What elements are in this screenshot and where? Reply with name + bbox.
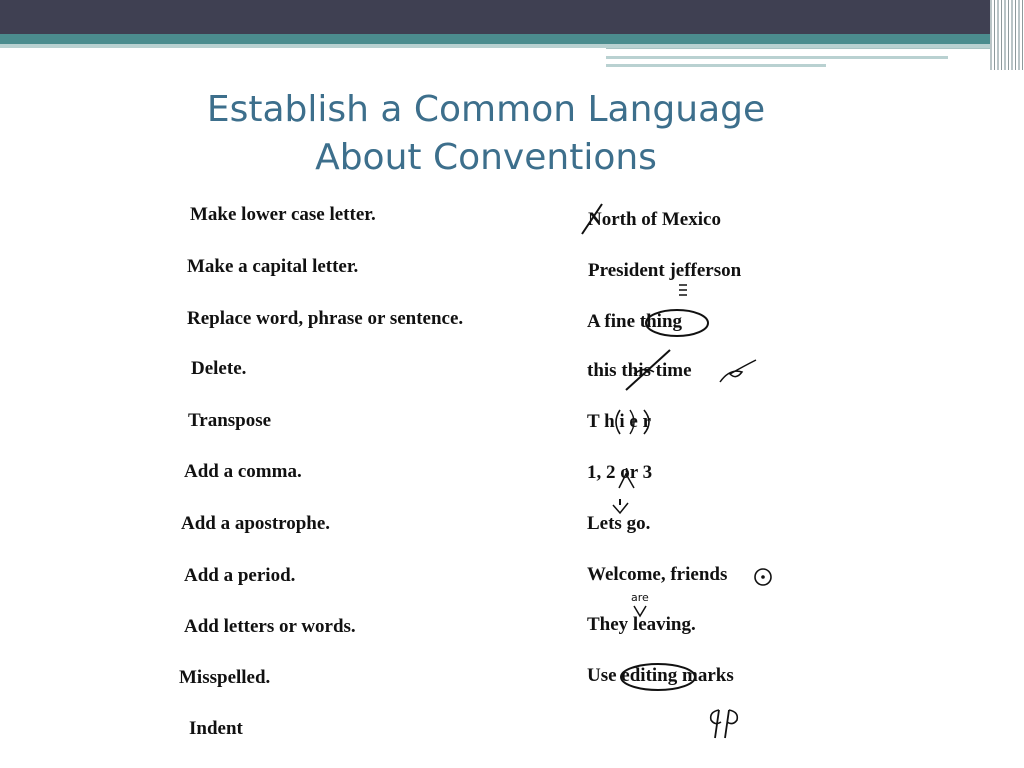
- rule-label: Add a comma.: [184, 461, 302, 482]
- rule-example: They leaving.: [587, 614, 696, 635]
- rule-label: Add a period.: [184, 565, 296, 586]
- caret-insert-text: are: [631, 591, 649, 604]
- rule-example: this this time: [587, 360, 692, 381]
- rule-example: A fine thing: [587, 311, 683, 332]
- rule-label: Add letters or words.: [184, 616, 356, 637]
- rule-label: Indent: [189, 718, 243, 739]
- rule-example: President jefferson: [588, 260, 742, 281]
- delete-mark: [620, 344, 680, 394]
- lowercase-slash-mark: [578, 200, 608, 240]
- rule-label: Make lower case letter.: [190, 204, 376, 225]
- rule-example: North of Mexico: [588, 209, 721, 230]
- header-stripes: [990, 0, 1024, 70]
- header-band-teal: [0, 34, 1024, 44]
- replace-circle-mark: [643, 306, 713, 340]
- slide-title-line-2: About Conventions: [315, 137, 657, 178]
- header-ledge: [606, 48, 1024, 71]
- comma-caret-mark: [616, 468, 638, 492]
- delete-mark: [716, 358, 760, 388]
- period-circle-mark: [752, 566, 774, 588]
- rule-example: Welcome, friends: [587, 564, 728, 585]
- rule-example: Use editing marks: [587, 665, 734, 686]
- apostrophe-mark: [610, 497, 632, 517]
- header-band-dark: [0, 0, 1024, 34]
- rule-label: Replace word, phrase or sentence.: [187, 308, 464, 329]
- caret-insert-mark: [632, 604, 648, 618]
- header-ledge-line: [606, 64, 826, 67]
- misspelled-circle-mark: [618, 660, 698, 694]
- slide-title-line-1: Establish a Common Language: [206, 89, 766, 130]
- rule-example: T h i e r: [587, 411, 652, 432]
- rule-example: Lets go.: [587, 513, 651, 534]
- rule-example: 1, 2 or 3: [587, 462, 653, 483]
- capital-underline-mark: [677, 281, 691, 299]
- rule-label: Make a capital letter.: [187, 256, 359, 277]
- rule-label: Add a apostrophe.: [181, 513, 331, 534]
- rule-label: Delete.: [191, 358, 247, 379]
- rule-label: Misspelled.: [179, 667, 271, 688]
- paragraph-mark: [707, 704, 747, 740]
- transpose-mark: [610, 406, 666, 438]
- header-ledge-line: [606, 56, 948, 59]
- rule-label: Transpose: [188, 410, 272, 431]
